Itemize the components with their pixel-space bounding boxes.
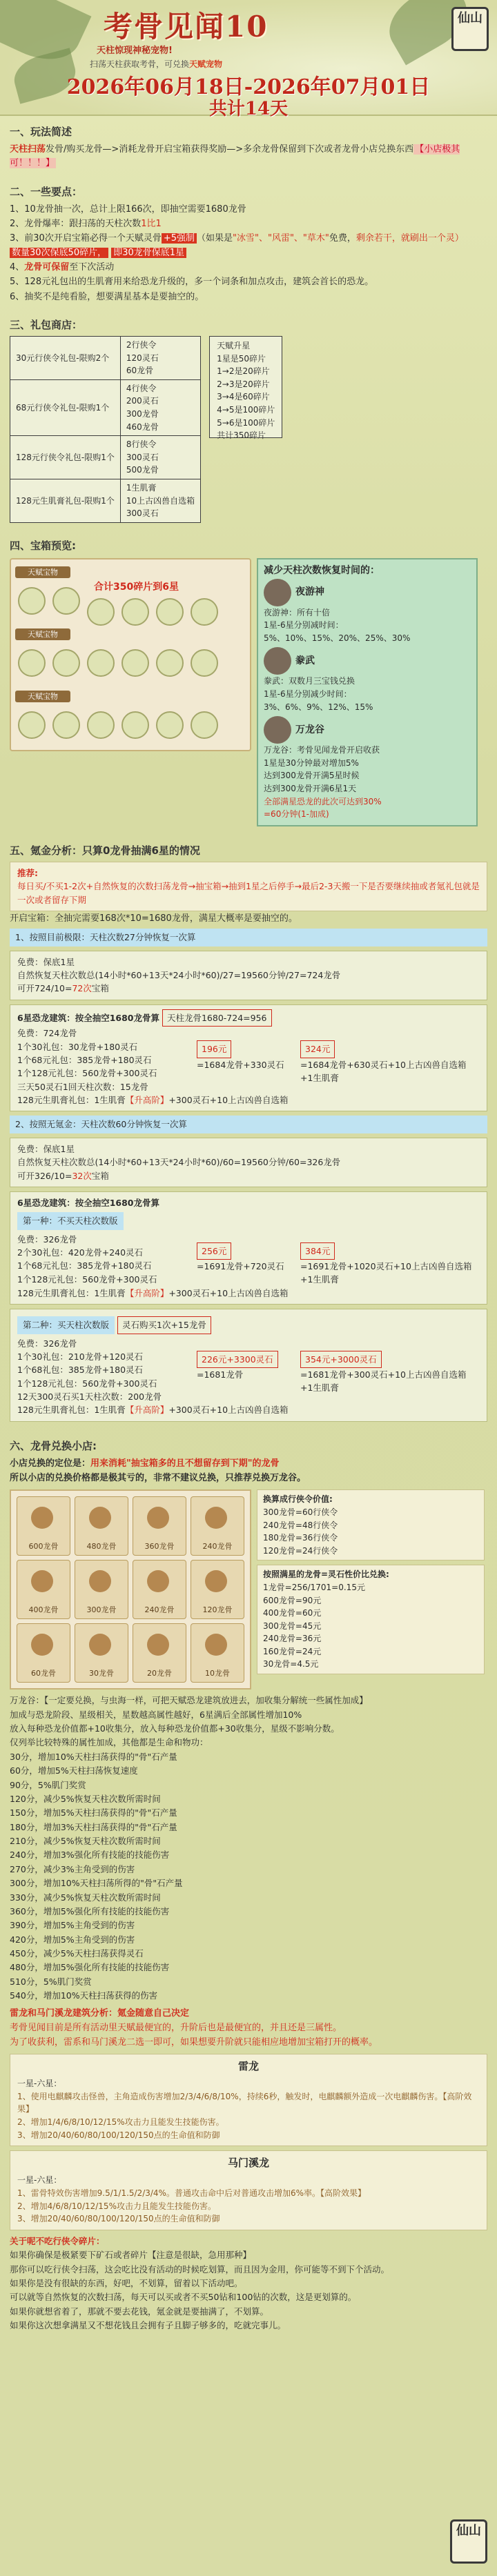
item-slot-icon [52, 587, 80, 615]
ratio-box-1: 换算成行侠令价值: 300龙骨=60行侠令 240龙骨=48行侠令 180龙骨=36行侠令 120龙骨=24行侠令 [257, 1489, 485, 1561]
pet-card: 豢武 [264, 647, 471, 675]
item-icon [147, 1570, 169, 1592]
skill-card-mamen: 马门溪龙 一星-六星： 1、雷骨特效伤害增加9.5/1/1.5/2/3/4%。普通攻击命中后对普通攻击增加6%率。【高阶效果】 2、增加4/6/8/10/12/15%攻击力且能发生技能伤害。 3、增加20/40/60/80/100/120/150点的生命值和防御 [10, 2150, 487, 2230]
item-icon [89, 1570, 111, 1592]
band-title: 2、按照无氪金：天柱次数60分钟恢复一次算 [10, 1116, 487, 1133]
recommend-box: 推荐: 每日买/不买1-2次+自然恢复的次数扫荡龙骨→抽宝箱→抽到1星之后停手→最后2-3天搬一下是否要继续抽或者氪礼包就是一次或者留存下期 [10, 862, 487, 911]
star-fragment-box: 天赋升星 1星是50碎片 1→2是20碎片 2→3是20碎片 3→4是60碎片 4→5是100碎片 5→6是100碎片 共计350碎片 [209, 336, 282, 438]
item-slot-icon [156, 598, 184, 626]
shop-item[interactable]: 10龙骨 [191, 1623, 244, 1683]
item-slot-icon [18, 587, 46, 615]
shop-item[interactable]: 360龙骨 [133, 1496, 186, 1556]
event-date: 2026年06月18日-2026年07月01日 [66, 75, 431, 99]
avatar [264, 647, 291, 675]
chest-preview-image [10, 558, 251, 751]
shop-item[interactable]: 400龙骨 [17, 1560, 70, 1619]
avatar [264, 716, 291, 744]
item-slot-icon [18, 711, 46, 739]
gift-table [10, 336, 201, 523]
section-title: 六、龙骨兑换小店: [10, 1439, 97, 1452]
reduce-note-2: =60分钟(1-加成) [264, 809, 329, 820]
point-5: 5、128元礼包出的生肌膏用来给恐龙升级的，多一个词条和加点攻击，建筑会首长的恐龙。 [10, 277, 374, 288]
section-key-points [0, 176, 497, 309]
table-row [10, 379, 201, 435]
skill-card-leilong: 雷龙 一星-六星： 1、使用电麒麟攻击怪兽，主角造成伤害增加2/3/4/6/8/10%，持续6秒，触发时，电麒麟额外造成一次电麒麟伤害。【高阶效果】 2、增加1/4/6/8/10/12/15%攻击力且能发生技能伤害。 3、增加20/40/60/80/100/120/150点的生命值和防御 [10, 2054, 487, 2146]
item-slot-icon [191, 649, 218, 677]
gift-name: 128元生肌膏礼包-限购1个 [10, 479, 121, 522]
item-slot-icon [87, 649, 115, 677]
calc-panel-1: 免费：保底1星 自然恢复天柱次数总(14小时*60+13天*24小时*60)/27=19560分钟/27=724龙骨 可开724/10=72次宝箱 [10, 951, 487, 1000]
overview-text: 天柱扫荡发骨/购买龙骨—>消耗龙骨开启宝箱获得奖励—>多余龙骨保留到下次或者龙骨小店兑换东西 【小店极其可！！！】 [10, 144, 460, 169]
item-slot-icon [87, 711, 115, 739]
reduce-time-panel: 减少天柱次数恢复时间的： 夜游神 夜游神：所有十倍 1星-6星分别减时间： 5%、10%、15%、20%、25%、30% 豢武 豢武：双数月三宝钱兑换 1星-6星分别减少时间： 3%、6%、9%、12%、15% 万龙谷 万龙谷：考骨见闻龙骨开启收获 1星是30分钟最对增加5% 达到300龙骨开满5星时候 达到300龙骨开满6星1天 全部满星恐龙的此次可达到30% =60分钟(1-加成) [257, 558, 478, 826]
section-title: 五、氪金分析：只算0龙骨抽满6星的情况 [10, 844, 200, 857]
shop-position: 小店兑换的定位是：用来消耗"抽宝箱多的且不想留存到下期"的龙骨 [10, 1458, 280, 1469]
shop-item[interactable]: 240龙骨 [191, 1496, 244, 1556]
table-row [10, 479, 201, 522]
section-chest-preview [0, 530, 497, 835]
chest-label: 天赋宝物 [15, 566, 70, 578]
item-slot-icon [87, 598, 115, 626]
point-4: 4、龙骨可保留至下次活动 [10, 262, 115, 273]
reduce-title: 减少天柱次数恢复时间的： [264, 564, 380, 576]
item-slot-icon [191, 711, 218, 739]
calc-panel-2: 免费：保底1星 自然恢复天柱次数总(14小时*60+13天*24小时*60)/60=19560分钟/60=326龙骨 可开326/10=32次宝箱 [10, 1138, 487, 1187]
shop-item-grid [10, 1489, 251, 1690]
end-notes: 关于呢不吃行侠令碎片： 如果你确保是极紧要下矿石或者碎片【注意是很缺，急用那种】 那你可以吃行侠令扫荡，这会吃比没有活动的时候吃划算，而且因为金用，你可能等不到下个活动。 如果你是没有很缺的东西，好吧，不划算，留着以下活动吧。 可以就等自然恢复的次数扫荡，每天可以买或者不买50钻和100钻的次数，这是更划算的。 如果你就想省着了，那就不要去花钱，氪金就是要抽满了，不划算。 如果你这次想拿满星又不想花钱且会拥有子且脚子够多的，吃就完事儿。 [10, 2235, 390, 2331]
gift-items: 2行侠令 120灵石 60龙骨 [120, 337, 200, 380]
band-title: 1、按照目前极限：天柱次数27分钟恢复一次算 [10, 929, 487, 946]
avatar [264, 579, 291, 606]
table-row [10, 337, 201, 380]
item-slot-icon [121, 649, 149, 677]
gift-name: 68元行侠令礼包-限购1个 [10, 379, 121, 435]
wanlonggu-tips: 万龙谷：【一定要兑换，与虫海一样，可把天赋恐龙建筑放进去，加收集分解统一些属性加成】 加成与恐龙阶段、星级相关，星数越高属性越好，6星满后全部属性增加10% 放入每种恐龙价值都+10收集分，放入每种恐龙价值都+30收集分，星级不影响分数。 仅列举比较特殊的属性加成，其他都是生命和物功： [10, 1695, 368, 1748]
ratio-box-2: 按照满星的龙骨=灵石性价比兑换: 1龙骨=256/1701=0.15元 600龙骨=90元 400龙骨=60元 300龙骨=45元 240龙骨=36元 160龙骨=24元 30龙骨=4.5元 [257, 1565, 485, 1674]
item-icon [147, 1507, 169, 1529]
shop-advice: 所以小店的兑换价格都是极其亏的，非常不建议兑换，只推荐兑换万龙谷。 [10, 1473, 306, 1484]
point-3b: 数量30次保底50碎片， 即30龙骨保底1星 [10, 246, 487, 260]
shop-item[interactable]: 240龙骨 [133, 1560, 186, 1619]
item-icon [205, 1634, 227, 1656]
item-slot-icon [191, 598, 218, 626]
seal-logo: 仙山 [451, 7, 489, 51]
gift-items: 1生肌膏 10上古凶兽自选箱 300灵石 [120, 479, 200, 522]
chest-label: 天赋宝物 [15, 628, 70, 640]
calc-panel-g3: 第二种：买天柱次数版 灵石购买1次+15龙骨 免费：326龙骨 1个30礼包：210龙骨+120灵石 1个68礼包：385龙骨+180灵石 1个128元礼包：560龙骨+300灵石 12天300灵石买1天柱次数：200龙骨 226元+3300灵石 =1681龙骨 354元+3000灵石 =1681龙骨+300灵石+10上古凶兽自选箱+1生肌膏 128元生肌膏礼包：1生肌膏【升高阶】+300灵石+10上古凶兽自选箱 [10, 1309, 487, 1422]
section-title: 四、宝箱预览: [10, 539, 76, 552]
gift-items: 4行侠令 200灵石 300龙骨 460龙骨 [120, 379, 200, 435]
subtitle: 天柱惊现神秘宠物! [97, 46, 173, 56]
gift-name: 30元行侠令礼包-限购2个 [10, 337, 121, 380]
calc-panel-g1: 6星恐龙建筑：按全抽空1680龙骨算 天柱龙骨1680-724=956 免费：724龙骨 1个30礼包：30龙骨+180灵石 1个68元礼包：385龙骨+180灵石 1个128元礼包：560龙骨+300灵石 三天50灵石1回天柱次数：15龙骨 196元 =1684龙骨+330灵石 324元 =1684龙骨+630灵石+10上古凶兽自选箱+1生肌膏 128元生肌膏礼包：1生肌膏【升高阶】+300灵石+10上古凶兽自选箱 [10, 1004, 487, 1112]
point-1: 1、10龙骨抽一次，总计上限166次，即抽空需要1680龙骨 [10, 204, 246, 215]
attribute-list: 30分，增加10%天柱扫荡获得的"骨"石产量 60分，增加5%天柱扫荡恢复速度 90分，5%肌门奖赏 120分，减少5%恢复天柱次数所需时间 150分，增加5%天柱扫荡获得的"骨"石产量 180分，增加3%天柱扫荡获得的"骨"石产量 210分，减少5%恢复天柱次数所需时间 240分，增加3%强化所有技能的技能伤害 270分，减少3%主角受到的伤害 300分，增加10%天柱扫荡所得的"骨"石产量 330分，减少5%恢复天柱次数所需时间 360分，增加5%强化所有技能的技能伤害 390分，增加5%主角受到的伤害 420分，增加5%主角受到的伤害 450分，减少5%天柱扫荡获得灵石 480分，增加5%强化所有技能的技能伤害 510分，5%肌门奖赏 540分，增加10%天柱扫荡获得的伤害 [10, 1751, 183, 2001]
item-icon [31, 1634, 53, 1656]
section-title: 三、礼包商店： [10, 318, 83, 331]
shop-item[interactable]: 30龙骨 [75, 1623, 128, 1683]
event-days: 共计14天 [208, 99, 289, 119]
subtitle-2-highlight: 天赋宠物 [189, 59, 223, 69]
point-3: 3、前30次开启宝箱必得一个天赋灵骨 +5强制 （如果是"冰雪"、"风雷"、"草木"免费，剩余若干，就刷出一个灵） [10, 233, 464, 244]
leimo-analysis: 雷龙和马门溪龙建筑分析：氪金随意自己决定 考骨见闻目前是所有活动里天赋最便宜的，升阶后也是最便宜的，并且还是三属性。 为了收获利，雷系和马门溪龙二选一即可，如果想要升阶就只能相应地增加宝箱打开的概率。 [10, 2008, 378, 2048]
chest-label: 天赋宝物 [15, 691, 70, 702]
point-6: 6、抽奖不是纯看脸，想要满星基本是要抽空的。 [10, 291, 204, 302]
shop-item[interactable]: 120龙骨 [191, 1560, 244, 1619]
shop-item[interactable]: 480龙骨 [75, 1496, 128, 1556]
gift-items: 8行侠令 300灵石 500龙骨 [120, 436, 200, 479]
item-slot-icon [121, 598, 149, 626]
section-title: 二、一些要点： [10, 185, 83, 198]
section-spending-analysis [0, 835, 497, 1430]
ratio-panel [257, 1489, 485, 1690]
shop-item[interactable]: 20龙骨 [133, 1623, 186, 1683]
table-row [10, 436, 201, 479]
subtitle-2-text: 扫荡天柱获取考骨，可兑换 [90, 59, 190, 69]
pet-card: 万龙谷 [264, 716, 471, 744]
open-chest-text: 开启宝箱：全抽完需要168次*10=1680龙骨，满星大概率是要抽空的。 [10, 913, 298, 924]
item-icon [205, 1570, 227, 1592]
item-slot-icon [52, 711, 80, 739]
item-slot-icon [121, 711, 149, 739]
item-icon [89, 1507, 111, 1529]
page-title: 考骨见闻10 [104, 10, 269, 43]
section-overview [0, 116, 497, 176]
hero-banner [0, 0, 497, 119]
section-gift-shop [0, 309, 497, 530]
item-icon [205, 1507, 227, 1529]
pet-card: 夜游神 [264, 579, 471, 606]
chest-total: 合计350碎片到6星 [94, 581, 179, 593]
seal-logo: 仙山 [450, 2519, 487, 2564]
item-icon [89, 1634, 111, 1656]
point-2: 2、龙骨爆率：跟扫荡的天柱次数1比1 [10, 218, 162, 229]
section-bone-shop [0, 1430, 497, 2337]
subtitle-2 [90, 58, 222, 71]
item-slot-icon [156, 711, 184, 739]
item-slot-icon [156, 649, 184, 677]
item-icon [147, 1634, 169, 1656]
shop-item[interactable]: 60龙骨 [17, 1623, 70, 1683]
item-slot-icon [52, 649, 80, 677]
calc-panel-g2: 6星恐龙建筑：按全抽空1680龙骨算 第一种：不买天柱次数版 免费：326龙骨 2个30礼包：420龙骨+240灵石 1个68元礼包：385龙骨+180灵石 1个128元礼包：560龙骨+300灵石 256元 =1691龙骨+720灵石 384元 =1691龙骨+1020灵石+10上古凶兽自选箱+1生肌膏 128元生肌膏礼包：1生肌膏【升高阶】+300灵石+10上古凶兽自选箱 [10, 1191, 487, 1305]
gift-name: 128元行侠令礼包-限购1个 [10, 436, 121, 479]
item-icon [31, 1570, 53, 1592]
item-slot-icon [18, 649, 46, 677]
reduce-note: 全部满星恐龙的此次可达到30% [264, 796, 382, 806]
item-icon [31, 1507, 53, 1529]
shop-item[interactable]: 600龙骨 [17, 1496, 70, 1556]
section-title: 一、玩法简述 [10, 126, 72, 138]
shop-item[interactable]: 300龙骨 [75, 1560, 128, 1619]
